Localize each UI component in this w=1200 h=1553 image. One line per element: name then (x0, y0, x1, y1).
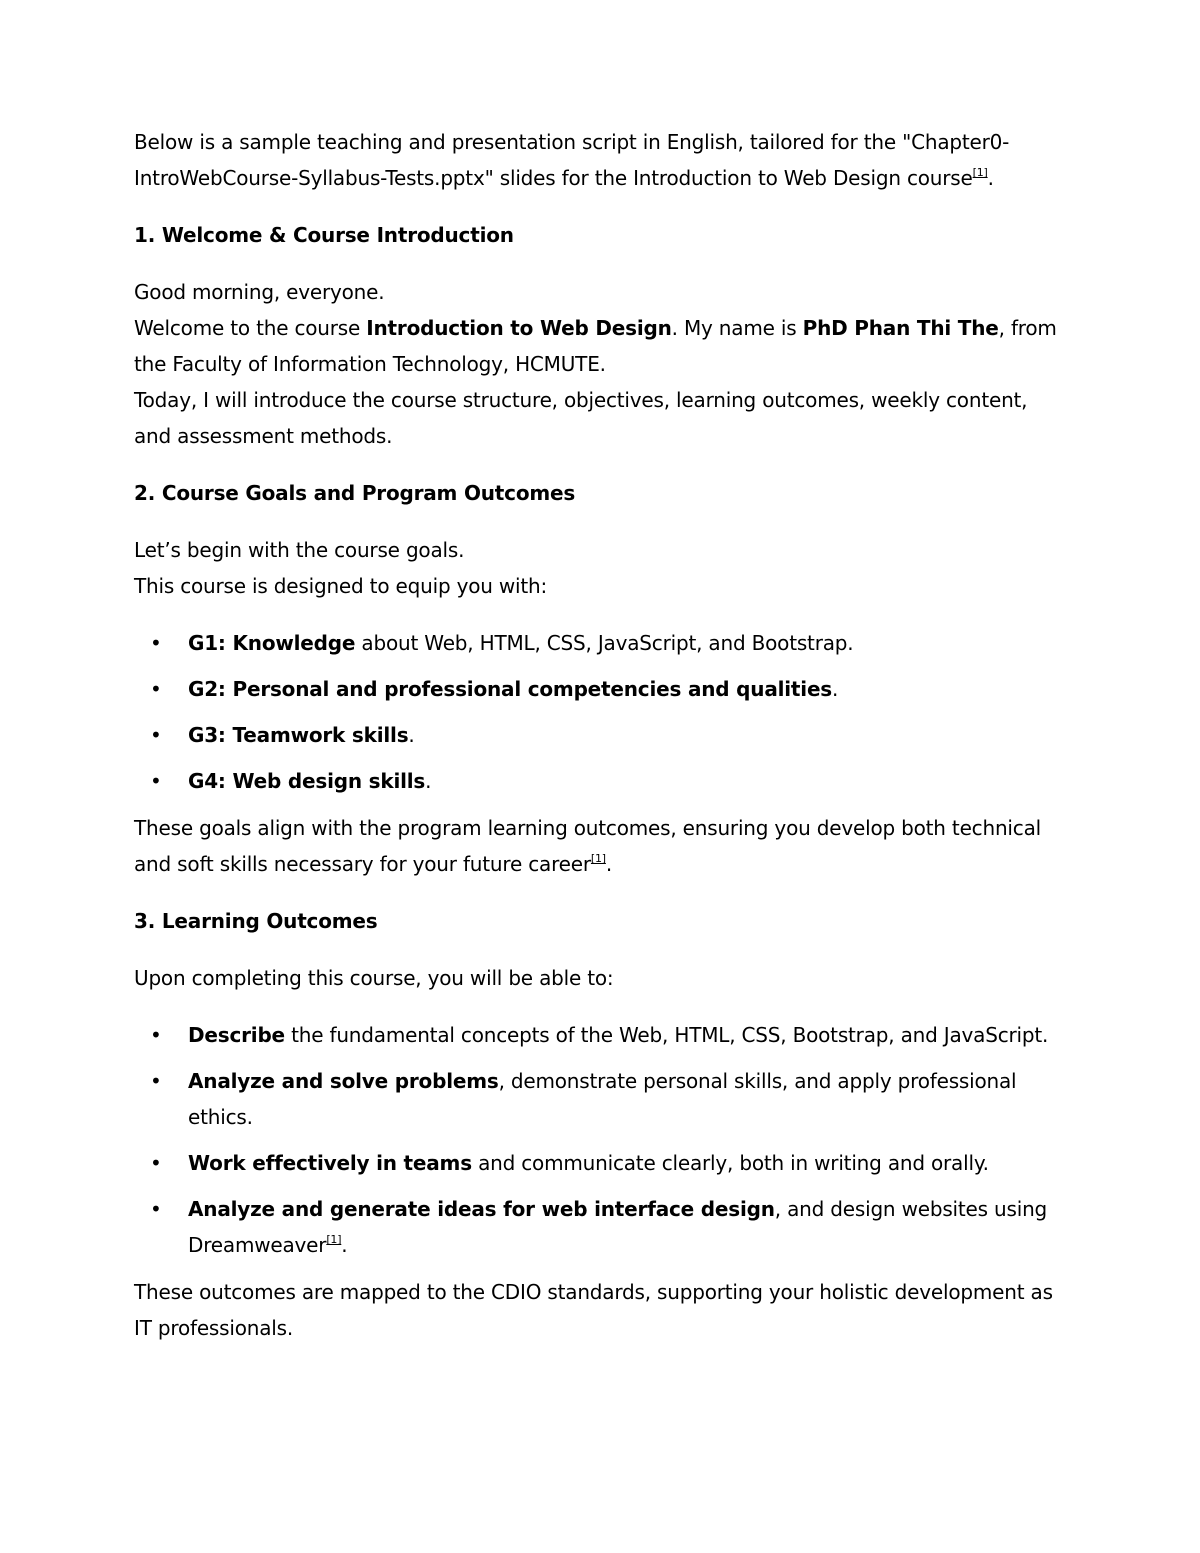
bullet-icon: • (150, 1023, 162, 1047)
intro-citation[interactable]: [1] (972, 166, 988, 179)
list-item: • Work effectively in teams and communicate clearly, both in writing and orally. (134, 1145, 1064, 1181)
intro-text: Below is a sample teaching and presentation script in English, tailored for the "Chapter0-IntroWebCourse-Syllabus-Tests.pptx" slides for the Introduction to Web Design course (134, 130, 1010, 190)
course-name: Introduction to Web Design (366, 316, 672, 340)
goals-list (134, 625, 1064, 799)
goals-closing-paragraph: These goals align with the program learning outcomes, ensuring you develop both technical and soft skills necessary for your future career[1]. (134, 816, 1041, 876)
list-item: • G1: Knowledge about Web, HTML, CSS, JavaScript, and Bootstrap. (134, 625, 1064, 661)
section-1-heading: 1. Welcome & Course Introduction (134, 223, 514, 247)
bullet-icon: • (150, 723, 162, 747)
bullet-icon: • (150, 631, 162, 655)
list-item: • Analyze and solve problems, demonstrate personal skills, and apply professional ethics. (134, 1063, 1064, 1135)
instructor-name: PhD Phan Thi The (802, 316, 999, 340)
greeting-line: Good morning, everyone. (134, 280, 385, 304)
section-2-lead (134, 532, 1064, 604)
section-3-heading: 3. Learning Outcomes (134, 909, 378, 933)
list-item: • G2: Personal and professional competencies and qualities. (134, 671, 1064, 707)
agenda-line: Today, I will introduce the course structure, objectives, learning outcomes, weekly content, and assessment methods. (134, 388, 1028, 448)
list-item: • Analyze and generate ideas for web interface design, and design websites using Dreamweaver[1]. (134, 1191, 1064, 1263)
document-page (134, 124, 1064, 1367)
goals-citation[interactable]: [1] (590, 852, 606, 865)
outcomes-citation[interactable]: [1] (326, 1233, 342, 1246)
list-item: • Describe the fundamental concepts of the Web, HTML, CSS, Bootstrap, and JavaScript. (134, 1017, 1064, 1053)
bullet-icon: • (150, 1069, 162, 1093)
welcome-line: Welcome to the course Introduction to Web Design. My name is PhD Phan Thi The, from the Faculty of Information Technology, HCMUTE. (134, 316, 1057, 376)
list-item: • G4: Web design skills. (134, 763, 1064, 799)
bullet-icon: • (150, 1197, 162, 1221)
outcomes-list (134, 1017, 1064, 1263)
goals-intro-line: Let’s begin with the course goals. (134, 538, 465, 562)
intro-paragraph: Below is a sample teaching and presentation script in English, tailored for the "Chapter0-IntroWebCourse-Syllabus-Tests.pptx" slides for the Introduction to Web Design course[1]. (134, 130, 1010, 190)
section-1-body (134, 274, 1064, 454)
outcomes-closing-paragraph: These outcomes are mapped to the CDIO standards, supporting your holistic development as IT professionals. (134, 1280, 1053, 1340)
outcomes-lead: Upon completing this course, you will be able to: (134, 966, 614, 990)
section-2-heading: 2. Course Goals and Program Outcomes (134, 481, 576, 505)
list-item: • G3: Teamwork skills. (134, 717, 1064, 753)
bullet-icon: • (150, 1151, 162, 1175)
goals-equip-line: This course is designed to equip you with: (134, 574, 548, 598)
bullet-icon: • (150, 677, 162, 701)
bullet-icon: • (150, 769, 162, 793)
